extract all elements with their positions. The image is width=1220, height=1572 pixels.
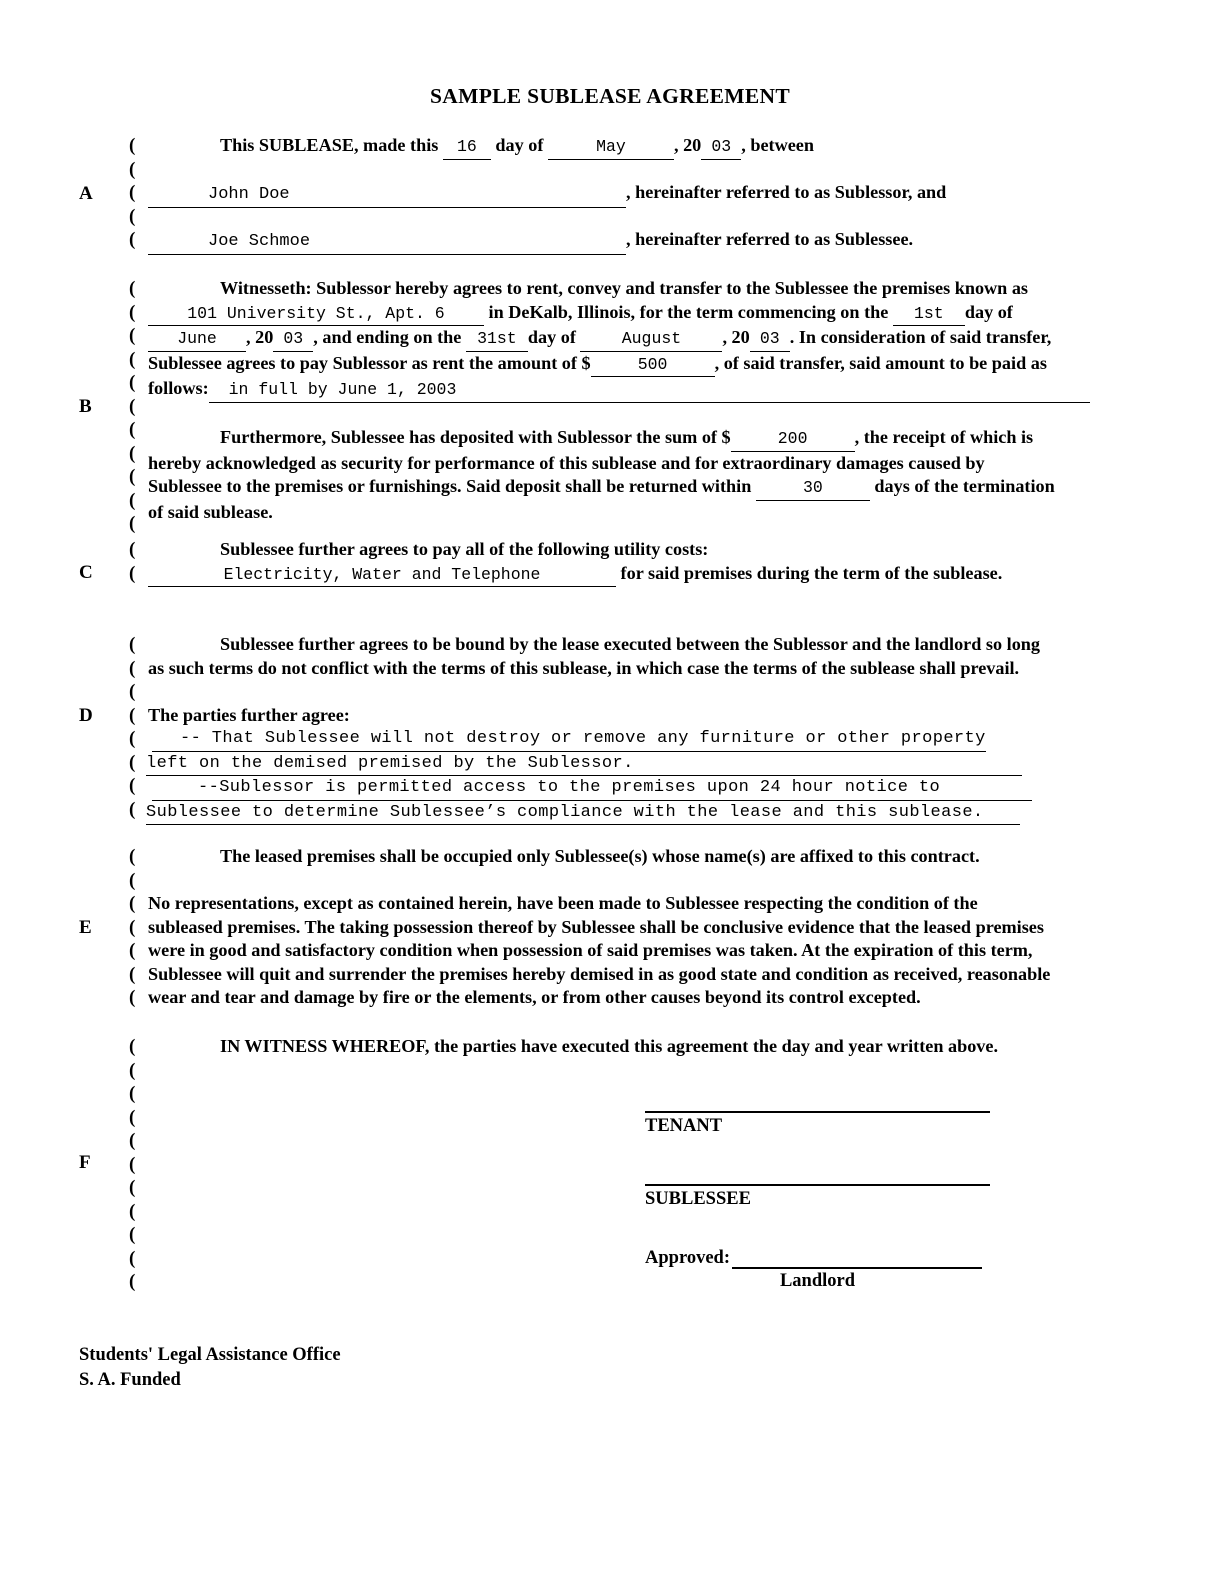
sublessor-name-field[interactable]: John Doe bbox=[148, 183, 626, 208]
condition-line1: No representations, except as contained herein, have been made to Sublessee respecting the condition of the bbox=[148, 893, 978, 913]
approved-signature-line[interactable] bbox=[732, 1250, 982, 1269]
deposit-line3b: days of the termination bbox=[874, 476, 1055, 496]
sublessor-line bbox=[148, 181, 1138, 208]
footer-line-1: Students' Legal Assistance Office bbox=[79, 1345, 341, 1365]
section-marker-f: F bbox=[79, 1152, 91, 1173]
witnesseth-line2b: day of bbox=[964, 301, 1013, 322]
intro-mid1: day of bbox=[495, 135, 544, 155]
deposit-line1b: , the receipt of which is bbox=[854, 427, 1034, 447]
witnesseth-line4a: Sublessee agrees to pay Sublessor as rent the amount of $ bbox=[148, 352, 591, 373]
occupancy-line1: The leased premises shall be occupied only Sublessee(s) whose name(s) are affixed to this contract. bbox=[220, 846, 980, 866]
commencement-month-field[interactable]: June bbox=[148, 327, 246, 352]
witnesseth-line3a: , 20 bbox=[246, 327, 274, 347]
further-agree-item1-line1: -- That Sublessee will not destroy or remove any furniture or other property bbox=[180, 727, 986, 752]
commencement-day-field[interactable]: 1st bbox=[893, 302, 965, 327]
deposit-line3a: Sublessee to the premises or furnishings. Said deposit shall be returned within bbox=[148, 476, 752, 496]
approved-label: Approved: bbox=[645, 1248, 730, 1268]
paren-column-5: ( ( ( ( ( ( ( bbox=[129, 846, 136, 1008]
utilities-paragraph bbox=[148, 538, 1138, 587]
witnesseth-line4b: , of said transfer, said amount to be paid as bbox=[714, 352, 1047, 373]
further-agree-item1-line2: left on the demised premised by the Sublessor. bbox=[146, 752, 634, 777]
sublessee-name-field[interactable]: Joe Schmoe bbox=[148, 230, 626, 255]
payment-terms-field[interactable]: in full by June 1, 2003 bbox=[209, 378, 1090, 403]
witnesseth-line3d: , 20 bbox=[722, 327, 750, 347]
day-field[interactable]: 16 bbox=[443, 135, 491, 160]
sublessee-label: SUBLESSEE bbox=[645, 1189, 751, 1209]
condition-line3: were in good and satisfactory condition when possession of said premises was taken. At the expiration of this term, bbox=[148, 940, 1033, 960]
follows-label: follows: bbox=[148, 378, 209, 398]
intro-lead: This SUBLEASE, made this bbox=[220, 135, 439, 155]
utilities-field[interactable]: Electricity, Water and Telephone bbox=[148, 563, 616, 588]
paren-column-3: ( ( bbox=[129, 539, 136, 584]
further-agree-heading: The parties further agree: bbox=[148, 704, 350, 725]
section-marker-e: E bbox=[79, 917, 92, 938]
intro-mid2: , 20 bbox=[673, 135, 702, 155]
sublessee-signature-group bbox=[645, 1183, 990, 1210]
landlord-label: Landlord bbox=[779, 1271, 856, 1291]
intro-tail: , between bbox=[741, 135, 814, 155]
paren-column-4: ( ( ( ( ( ( ( ( bbox=[129, 634, 136, 820]
witnesseth-label: Witnesseth: bbox=[220, 278, 312, 298]
premises-address-field[interactable]: 101 University St., Apt. 6 bbox=[148, 302, 484, 327]
further-agree-item2-line1: --Sublessor is permitted access to the premises upon 24 hour notice to bbox=[198, 776, 940, 801]
end-month-field[interactable]: August bbox=[580, 327, 722, 352]
paren-column-1: ( ( ( ( ( bbox=[129, 135, 136, 250]
deposit-line4: of said sublease. bbox=[148, 501, 273, 522]
sublessor-tail: , hereinafter referred to as Sublessor, and bbox=[626, 182, 947, 202]
witnesseth-line3c: day of bbox=[527, 327, 576, 347]
footer bbox=[79, 1343, 341, 1393]
condition-line5: wear and tear and damage by fire or the elements, or from other causes beyond its control excepted. bbox=[148, 987, 921, 1007]
section-marker-c: C bbox=[79, 562, 93, 583]
sublessee-line bbox=[148, 228, 1138, 255]
lease-bound-line2: as such terms do not conflict with the terms of this sublease, in which case the terms of the sublease shall prevail. bbox=[148, 657, 1020, 678]
intro-paragraph bbox=[148, 134, 1138, 160]
tenant-signature-group bbox=[645, 1110, 990, 1137]
utilities-line2: for said premises during the term of the sublease. bbox=[620, 562, 1003, 583]
section-marker-d: D bbox=[79, 705, 93, 726]
end-year-field[interactable]: 03 bbox=[750, 327, 790, 352]
sublessee-signature-line[interactable] bbox=[645, 1183, 990, 1186]
deposit-amount-field[interactable]: 200 bbox=[731, 427, 855, 452]
further-agree-item2-line2: Sublessee to determine Sublessee’s compliance with the lease and this sublease. bbox=[146, 801, 984, 826]
tenant-signature-line[interactable] bbox=[645, 1110, 990, 1113]
witness-whereof-paragraph bbox=[148, 1035, 1138, 1059]
condition-line2: subleased premises. The taking possession thereof by Sublessee shall be conclusive evidence that the leased premises bbox=[148, 916, 1044, 937]
tenant-label: TENANT bbox=[645, 1116, 723, 1136]
witness-whereof-line1: IN WITNESS WHEREOF, the parties have executed this agreement the day and year written above. bbox=[220, 1036, 999, 1056]
sublessee-tail: , hereinafter referred to as Sublessee. bbox=[626, 229, 914, 249]
year-field[interactable]: 03 bbox=[701, 135, 741, 160]
condition-line4: Sublessee will quit and surrender the premises hereby demised in as good state and condition as received, reasonable bbox=[148, 963, 1051, 984]
approved-group bbox=[645, 1248, 990, 1292]
month-field[interactable]: May bbox=[548, 135, 674, 160]
footer-line-2: S. A. Funded bbox=[79, 1370, 181, 1390]
witnesseth-line3e: . In consideration of said transfer, bbox=[789, 327, 1052, 347]
lease-bound-paragraph bbox=[148, 633, 1138, 825]
utilities-line1: Sublessee further agrees to pay all of the following utility costs: bbox=[220, 539, 709, 559]
occupancy-paragraph bbox=[148, 845, 1138, 1010]
commencement-year-field[interactable]: 03 bbox=[273, 327, 313, 352]
witnesseth-line2a: in DeKalb, Illinois, for the term commencing on the bbox=[488, 301, 889, 322]
deposit-line2: hereby acknowledged as security for performance of this sublease and for extraordinary damages caused by bbox=[148, 452, 985, 473]
deposit-line1a: Furthermore, Sublessee has deposited with Sublessor the sum of $ bbox=[220, 427, 731, 447]
witnesseth-line1: Sublessor hereby agrees to rent, convey and transfer to the Sublessee the premises known as bbox=[316, 278, 1029, 298]
rent-amount-field[interactable]: 500 bbox=[591, 353, 715, 378]
paren-column-6: ( ( ( ( ( ( ( ( ( ( ( bbox=[129, 1036, 136, 1292]
section-marker-b: B bbox=[79, 396, 92, 417]
page-title: SAMPLE SUBLEASE AGREEMENT bbox=[430, 84, 790, 108]
section-marker-a: A bbox=[79, 183, 93, 204]
paren-column-2: ( ( ( ( ( ( ( ( ( ( ( bbox=[129, 278, 136, 534]
lease-bound-line1: Sublessee further agrees to be bound by the lease executed between the Sublessor and the landlord so long bbox=[220, 634, 1040, 654]
return-days-field[interactable]: 30 bbox=[756, 476, 870, 501]
witnesseth-paragraph bbox=[148, 277, 1138, 524]
witnesseth-line3b: , and ending on the bbox=[313, 327, 462, 347]
end-day-field[interactable]: 31st bbox=[466, 327, 528, 352]
